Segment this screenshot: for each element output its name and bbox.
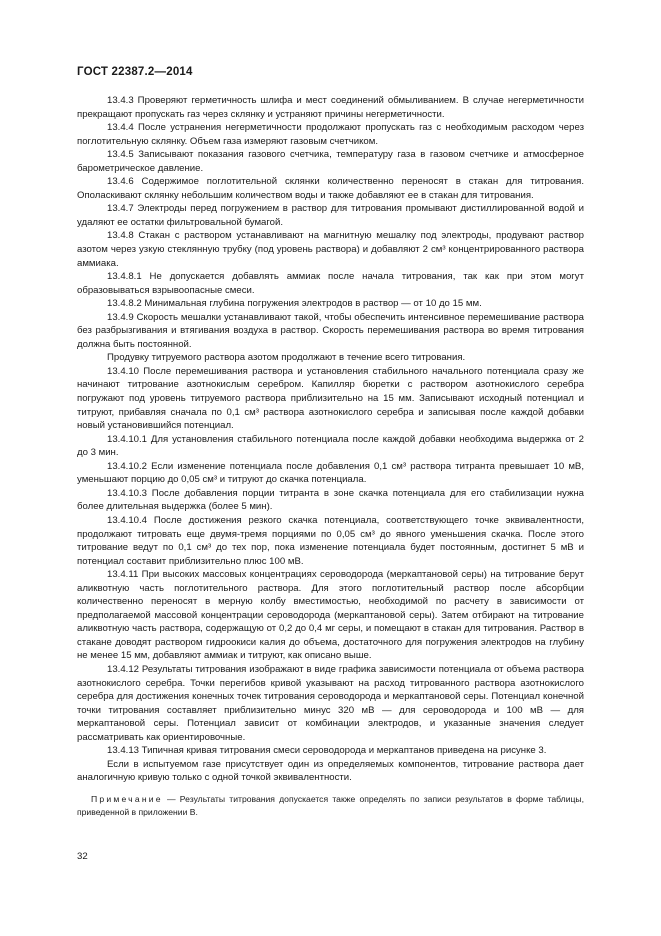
document-header: ГОСТ 22387.2—2014: [77, 66, 193, 78]
note-label: Примечание: [91, 793, 163, 804]
paragraph-13-4-9: 13.4.9 Скорость мешалки устанавливают такой, чтобы обеспечить интенсивное перемешивание раствора без разбрызгивания и втягивания воздуха в раствор. Скорость перемешивания раствора во время титрования должна быть постоянной.: [77, 311, 584, 350]
paragraph-13-4-6: 13.4.6 Содержимое поглотительной склянки количественно переносят в стакан для титрования. Ополаскивают склянку небольшим количеством воды и также добавляют ее в стакан для титрования.: [77, 176, 584, 201]
paragraph-13-4-8-2: 13.4.8.2 Минимальная глубина погружения электродов в раствор — от 10 до 15 мм.: [107, 298, 482, 310]
paragraph-13-4-10-2: 13.4.10.2 Если изменение потенциала после добавления 0,1 см³ раствора титранта превышает 10 мВ, уменьшают порцию до 0,05 см³ и титруют до скачка потенциала.: [77, 460, 584, 486]
paragraph-13-4-3: 13.4.3 Проверяют герметичность шлифа и мест соединений обмыливанием. В случае негерметичности прекращают пропускать газ через склянку и устраняют причины негерметичности.: [77, 95, 584, 120]
paragraph-13-4-7: 13.4.7 Электроды перед погружением в раствор для титрования промывают дистиллированной водой и удаляют ее остатки фильтровальной бумагой.: [77, 203, 584, 228]
paragraph-13-4-8-1: 13.4.8.1 Не допускается добавлять аммиак после начала титрования, так как при этом могут образовываться взрывоопасные смеси.: [77, 271, 584, 296]
paragraph-13-4-10-3: 13.4.10.3 После добавления порции титранта в зоне скачка потенциала для его стабилизации нужна более длительная выдержка (более 5 мин).: [77, 487, 584, 513]
page-number: 32: [77, 851, 88, 862]
paragraph-13-4-10: 13.4.10 После перемешивания раствора и установления стабильного начального потенциала сразу же начинают титрование азотнокислым серебром. Капилляр бюретки с раствором азотнокислого серебра погружают под уровень титруемого раствора приблизительно на 15 мм. Записывают исходный потенциал и титруют, прибавляя сначала по 0,1 см³ раствора азотнокислого серебра и записывая после каждой добавки новый установившийся потенциал.: [77, 365, 584, 432]
paragraph-13-4-8: 13.4.8 Стакан с раствором устанавливают на магнитную мешалку под электроды, продувают раствор азотом через узкую стеклянную трубку (под уровень раствора) и добавляют 2 см³ концентрированного раствора аммиака.: [77, 230, 584, 269]
paragraph-13-4-11: 13.4.11 При высоких массовых концентрациях сероводорода (меркаптановой серы) на титрование берут аликвотную часть поглотительного раствора. Для этого поглотительный раствор после абсорбции количественно переносят в мерную колбу вместимостью, необходимой по расчету в зависимости от предполагаемой массовой концентрации сероводорода (меркаптановой серы). Затем отбирают на титрование аликвотную часть раствора, содержащую от 0,2 до 0,4 мг серы, и помещают в стакан для титрования. Раствор в стакане доводят раствором гидроокиси калия до объема, достаточного для погружения электродов на глубину не менее 15 мм, добавляют аммиак и титруют, как описано выше.: [77, 569, 584, 662]
paragraph-single-component: Если в испытуемом газе присутствует один из определяемых компонентов, титрование раствора дает аналогичную кривую только с одной точкой эквивалентности.: [77, 758, 584, 784]
paragraph-nitrogen-purge: Продувку титруемого раствора азотом продолжают в течение всего титрования.: [107, 352, 466, 364]
paragraph-13-4-13: 13.4.13 Типичная кривая титрования смеси сероводорода и меркаптанов приведена на рисунке 3.: [107, 745, 547, 757]
paragraph-13-4-4: 13.4.4 После устранения негерметичности продолжают пропускать газ с необходимым расходом через поглотительную склянку. Объем газа измеряют газовым счетчиком.: [77, 122, 584, 147]
paragraph-13-4-12: 13.4.12 Результаты титрования изображают в виде графика зависимости потенциала от объема раствора азотнокислого серебра. Точки перегибов кривой указывают на расход титрованного раствора азотнокислого серебра для достижения конечных точек титрования сероводорода и меркаптановой серы. Потенциал конечной точки титрования составляет приблизительно минус 320 мВ — для сероводорода и 100 мВ — для меркаптановой серы. Потенциал зависит от комбинации электродов, и указанные значения следует рассматривать как ориентировочные.: [77, 663, 584, 743]
note-text: — Результаты титрования допускается также определять по записи результатов в форме таблицы, приведенной в приложении В.: [77, 793, 584, 817]
note: [77, 793, 584, 819]
paragraph-13-4-10-4: 13.4.10.4 После достижения резкого скачка потенциала, соответствующего точке эквивалентности, продолжают титровать еще двумя-тремя порциями по 0,05 см³ до явного уменьшения скачка. После этого титрование ведут по 0,1 см³ до тех пор, пока изменение потенциала будет постоянным, достигнет 5 мВ и потенциал составит приблизительно плюс 100 мВ.: [77, 514, 584, 567]
document-body: [77, 94, 584, 819]
paragraph-13-4-10-1: 13.4.10.1 Для установления стабильного потенциала после каждой добавки необходима выдержка от 2 до 3 мин.: [77, 433, 584, 459]
paragraph-13-4-5: 13.4.5 Записывают показания газового счетчика, температуру газа в газовом счетчике и атмосферное барометрическое давление.: [77, 149, 584, 174]
